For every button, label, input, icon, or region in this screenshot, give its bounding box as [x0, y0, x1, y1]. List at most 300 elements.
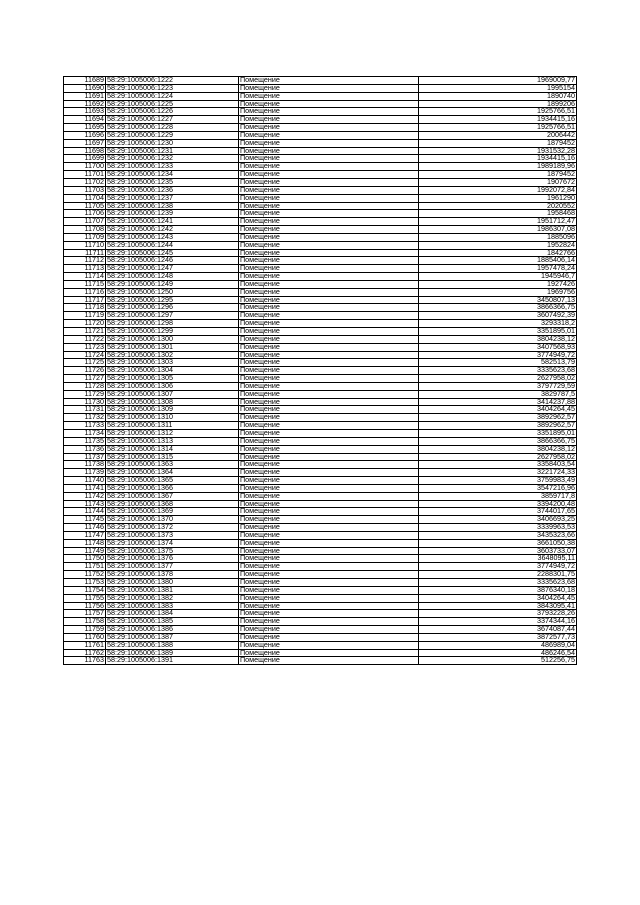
cadastral-value-cell: 3797729,59	[419, 382, 577, 390]
row-number-cell: 11701	[64, 171, 106, 179]
cadastral-number-cell: 58:29:1005006:1369	[106, 508, 239, 516]
cadastral-value-cell: 1992072,84	[419, 186, 577, 194]
cadastral-number-cell: 58:29:1005006:1315	[106, 453, 239, 461]
cadastral-value-cell: 3759983,49	[419, 477, 577, 485]
cadastral-value-cell: 3674087,44	[419, 626, 577, 634]
cadastral-number-cell: 58:29:1005006:1376	[106, 555, 239, 563]
cadastral-value-cell: 3774949,72	[419, 563, 577, 571]
row-number-cell: 11759	[64, 626, 106, 634]
table-row	[64, 610, 577, 618]
cadastral-number-cell: 58:29:1005006:1245	[106, 249, 239, 257]
table-row	[64, 131, 577, 139]
cadastral-value-cell: 1989189,96	[419, 163, 577, 171]
object-type-cell: Помещение	[239, 194, 419, 202]
cadastral-number-cell: 58:29:1005006:1249	[106, 280, 239, 288]
table-row	[64, 265, 577, 273]
row-number-cell: 11747	[64, 531, 106, 539]
cadastral-value-cell: 1995154	[419, 84, 577, 92]
row-number-cell: 11728	[64, 382, 106, 390]
cadastral-number-cell: 58:29:1005006:1302	[106, 351, 239, 359]
cadastral-number-cell: 58:29:1005006:1385	[106, 618, 239, 626]
cadastral-value-cell: 1885406,14	[419, 257, 577, 265]
object-type-cell: Помещение	[239, 343, 419, 351]
cadastral-value-cell: 1890740	[419, 92, 577, 100]
row-number-cell: 11746	[64, 524, 106, 532]
object-type-cell: Помещение	[239, 626, 419, 634]
cadastral-value-cell: 1969756	[419, 288, 577, 296]
object-type-cell: Помещение	[239, 257, 419, 265]
object-type-cell: Помещение	[239, 92, 419, 100]
cadastral-value-cell: 3335623,68	[419, 579, 577, 587]
object-type-cell: Помещение	[239, 375, 419, 383]
cadastral-number-cell: 58:29:1005006:1314	[106, 445, 239, 453]
cadastral-number-cell: 58:29:1005006:1381	[106, 586, 239, 594]
cadastral-value-cell: 1961290	[419, 194, 577, 202]
cadastral-number-cell: 58:29:1005006:1243	[106, 233, 239, 241]
table-row	[64, 633, 577, 641]
table-row	[64, 555, 577, 563]
object-type-cell: Помещение	[239, 547, 419, 555]
cadastral-number-cell: 58:29:1005006:1368	[106, 500, 239, 508]
cadastral-number-cell: 58:29:1005006:1250	[106, 288, 239, 296]
cadastral-number-cell: 58:29:1005006:1304	[106, 367, 239, 375]
object-type-cell: Помещение	[239, 178, 419, 186]
table-row	[64, 579, 577, 587]
object-type-cell: Помещение	[239, 429, 419, 437]
cadastral-number-cell: 58:29:1005006:1298	[106, 320, 239, 328]
row-number-cell: 11698	[64, 147, 106, 155]
table-row	[64, 328, 577, 336]
object-type-cell: Помещение	[239, 77, 419, 85]
row-number-cell: 11714	[64, 273, 106, 281]
cadastral-number-cell: 58:29:1005006:1375	[106, 547, 239, 555]
table-row	[64, 422, 577, 430]
table-row	[64, 429, 577, 437]
cadastral-value-cell: 1879452	[419, 171, 577, 179]
cadastral-number-cell: 58:29:1005006:1296	[106, 304, 239, 312]
cadastral-value-cell: 3648095,11	[419, 555, 577, 563]
row-number-cell: 11736	[64, 445, 106, 453]
object-type-cell: Помещение	[239, 265, 419, 273]
object-type-cell: Помещение	[239, 155, 419, 163]
table-row	[64, 469, 577, 477]
table-row	[64, 296, 577, 304]
row-number-cell: 11706	[64, 210, 106, 218]
cadastral-value-cell: 3351895,01	[419, 328, 577, 336]
table-row	[64, 257, 577, 265]
cadastral-value-cell: 2627958,02	[419, 375, 577, 383]
cadastral-number-cell: 58:29:1005006:1382	[106, 594, 239, 602]
object-type-cell: Помещение	[239, 563, 419, 571]
cadastral-number-cell: 58:29:1005006:1299	[106, 328, 239, 336]
cadastral-number-cell: 58:29:1005006:1228	[106, 124, 239, 132]
cadastral-number-cell: 58:29:1005006:1223	[106, 84, 239, 92]
object-type-cell: Помещение	[239, 116, 419, 124]
row-number-cell: 11729	[64, 390, 106, 398]
row-number-cell: 11757	[64, 610, 106, 618]
row-number-cell: 11720	[64, 320, 106, 328]
cadastral-number-cell: 58:29:1005006:1247	[106, 265, 239, 273]
cadastral-value-cell: 1927426	[419, 280, 577, 288]
row-number-cell: 11760	[64, 633, 106, 641]
object-type-cell: Помещение	[239, 367, 419, 375]
cadastral-value-cell: 1907672	[419, 178, 577, 186]
table-row	[64, 508, 577, 516]
row-number-cell: 11717	[64, 296, 106, 304]
object-type-cell: Помещение	[239, 328, 419, 336]
object-type-cell: Помещение	[239, 382, 419, 390]
object-type-cell: Помещение	[239, 461, 419, 469]
cadastral-value-cell: 3374344,16	[419, 618, 577, 626]
cadastral-number-cell: 58:29:1005006:1309	[106, 406, 239, 414]
row-number-cell: 11761	[64, 641, 106, 649]
cadastral-value-cell: 3859717,8	[419, 492, 577, 500]
object-type-cell: Помещение	[239, 147, 419, 155]
table-row	[64, 626, 577, 634]
cadastral-number-cell: 58:29:1005006:1297	[106, 312, 239, 320]
cadastral-number-cell: 58:29:1005006:1295	[106, 296, 239, 304]
cadastral-number-cell: 58:29:1005006:1313	[106, 437, 239, 445]
table-row	[64, 139, 577, 147]
cadastral-value-cell: 3351895,01	[419, 429, 577, 437]
table-row	[64, 531, 577, 539]
cadastral-number-cell: 58:29:1005006:1388	[106, 641, 239, 649]
row-number-cell: 11719	[64, 312, 106, 320]
table-row	[64, 516, 577, 524]
row-number-cell: 11763	[64, 657, 106, 665]
cadastral-number-cell: 58:29:1005006:1303	[106, 359, 239, 367]
table-row	[64, 163, 577, 171]
cadastral-number-cell: 58:29:1005006:1378	[106, 571, 239, 579]
cadastral-number-cell: 58:29:1005006:1231	[106, 147, 239, 155]
row-number-cell: 11695	[64, 124, 106, 132]
object-type-cell: Помещение	[239, 273, 419, 281]
table-row	[64, 649, 577, 657]
table-row	[64, 194, 577, 202]
object-type-cell: Помещение	[239, 610, 419, 618]
object-type-cell: Помещение	[239, 594, 419, 602]
row-number-cell: 11741	[64, 484, 106, 492]
object-type-cell: Помещение	[239, 531, 419, 539]
row-number-cell: 11716	[64, 288, 106, 296]
object-type-cell: Помещение	[239, 398, 419, 406]
object-type-cell: Помещение	[239, 555, 419, 563]
cadastral-number-cell: 58:29:1005006:1237	[106, 194, 239, 202]
object-type-cell: Помещение	[239, 202, 419, 210]
object-type-cell: Помещение	[239, 131, 419, 139]
table-row	[64, 343, 577, 351]
object-type-cell: Помещение	[239, 335, 419, 343]
table-row	[64, 382, 577, 390]
row-number-cell: 11724	[64, 351, 106, 359]
object-type-cell: Помещение	[239, 351, 419, 359]
table-row	[64, 226, 577, 234]
cadastral-value-cell: 3358403,54	[419, 461, 577, 469]
table-row	[64, 414, 577, 422]
row-number-cell: 11708	[64, 226, 106, 234]
table-row	[64, 657, 577, 665]
cadastral-number-cell: 58:29:1005006:1366	[106, 484, 239, 492]
row-number-cell: 11745	[64, 516, 106, 524]
cadastral-value-cell: 3293318,2	[419, 320, 577, 328]
cadastral-number-cell: 58:29:1005006:1386	[106, 626, 239, 634]
cadastral-value-cell: 3404264,45	[419, 594, 577, 602]
row-number-cell: 11743	[64, 500, 106, 508]
cadastral-number-cell: 58:29:1005006:1389	[106, 649, 239, 657]
cadastral-value-cell: 3744017,65	[419, 508, 577, 516]
table-row	[64, 453, 577, 461]
cadastral-value-cell: 512256,75	[419, 657, 577, 665]
cadastral-number-cell: 58:29:1005006:1241	[106, 218, 239, 226]
object-type-cell: Помещение	[239, 445, 419, 453]
object-type-cell: Помещение	[239, 633, 419, 641]
cadastral-value-cell: 486246,54	[419, 649, 577, 657]
cadastral-value-cell: 1969009,77	[419, 77, 577, 85]
cadastral-value-cell: 1957478,24	[419, 265, 577, 273]
row-number-cell: 11712	[64, 257, 106, 265]
row-number-cell: 11705	[64, 202, 106, 210]
cadastral-number-cell: 58:29:1005006:1242	[106, 226, 239, 234]
cadastral-value-cell: 2020552	[419, 202, 577, 210]
row-number-cell: 11754	[64, 586, 106, 594]
table-row	[64, 390, 577, 398]
row-number-cell: 11752	[64, 571, 106, 579]
row-number-cell: 11755	[64, 594, 106, 602]
row-number-cell: 11730	[64, 398, 106, 406]
object-type-cell: Помещение	[239, 304, 419, 312]
table-row	[64, 186, 577, 194]
row-number-cell: 11713	[64, 265, 106, 273]
cadastral-number-cell: 58:29:1005006:1372	[106, 524, 239, 532]
row-number-cell: 11742	[64, 492, 106, 500]
table-row	[64, 484, 577, 492]
table-row	[64, 500, 577, 508]
row-number-cell: 11697	[64, 139, 106, 147]
cadastral-number-cell: 58:29:1005006:1227	[106, 116, 239, 124]
cadastral-number-cell: 58:29:1005006:1236	[106, 186, 239, 194]
cadastral-number-cell: 58:29:1005006:1367	[106, 492, 239, 500]
row-number-cell: 11689	[64, 77, 106, 85]
table-row	[64, 563, 577, 571]
row-number-cell: 11696	[64, 131, 106, 139]
cadastral-value-cell: 2006442	[419, 131, 577, 139]
row-number-cell: 11704	[64, 194, 106, 202]
table-row	[64, 178, 577, 186]
cadastral-number-cell: 58:29:1005006:1311	[106, 422, 239, 430]
cadastral-value-cell: 3547216,96	[419, 484, 577, 492]
row-number-cell: 11722	[64, 335, 106, 343]
registry-table	[63, 76, 577, 665]
cadastral-value-cell: 3876340,18	[419, 586, 577, 594]
row-number-cell: 11734	[64, 429, 106, 437]
cadastral-number-cell: 58:29:1005006:1364	[106, 469, 239, 477]
cadastral-number-cell: 58:29:1005006:1370	[106, 516, 239, 524]
cadastral-number-cell: 58:29:1005006:1310	[106, 414, 239, 422]
cadastral-value-cell: 3774949,72	[419, 351, 577, 359]
cadastral-number-cell: 58:29:1005006:1238	[106, 202, 239, 210]
object-type-cell: Помещение	[239, 422, 419, 430]
table-row	[64, 367, 577, 375]
cadastral-value-cell: 1952824	[419, 241, 577, 249]
table-row	[64, 202, 577, 210]
object-type-cell: Помещение	[239, 453, 419, 461]
object-type-cell: Помещение	[239, 516, 419, 524]
row-number-cell: 11735	[64, 437, 106, 445]
cadastral-number-cell: 58:29:1005006:1307	[106, 390, 239, 398]
row-number-cell: 11740	[64, 477, 106, 485]
cadastral-number-cell: 58:29:1005006:1246	[106, 257, 239, 265]
table-row	[64, 461, 577, 469]
cadastral-number-cell: 58:29:1005006:1232	[106, 155, 239, 163]
table-row	[64, 124, 577, 132]
table-row	[64, 571, 577, 579]
table-row	[64, 249, 577, 257]
object-type-cell: Помещение	[239, 288, 419, 296]
cadastral-value-cell: 1842766	[419, 249, 577, 257]
cadastral-value-cell: 3406693,25	[419, 516, 577, 524]
table-row	[64, 288, 577, 296]
row-number-cell: 11694	[64, 116, 106, 124]
cadastral-value-cell: 3804238,12	[419, 335, 577, 343]
object-type-cell: Помещение	[239, 139, 419, 147]
cadastral-number-cell: 58:29:1005006:1224	[106, 92, 239, 100]
cadastral-value-cell: 1945946,7	[419, 273, 577, 281]
object-type-cell: Помещение	[239, 508, 419, 516]
table-row	[64, 594, 577, 602]
row-number-cell: 11731	[64, 406, 106, 414]
row-number-cell: 11711	[64, 249, 106, 257]
row-number-cell: 11690	[64, 84, 106, 92]
cadastral-value-cell: 1951712,47	[419, 218, 577, 226]
table-row	[64, 218, 577, 226]
table-row	[64, 116, 577, 124]
cadastral-value-cell: 3866366,75	[419, 304, 577, 312]
cadastral-number-cell: 58:29:1005006:1387	[106, 633, 239, 641]
cadastral-value-cell: 3339963,53	[419, 524, 577, 532]
cadastral-value-cell: 3404264,45	[419, 406, 577, 414]
cadastral-number-cell: 58:29:1005006:1305	[106, 375, 239, 383]
table-row	[64, 241, 577, 249]
cadastral-number-cell: 58:29:1005006:1225	[106, 100, 239, 108]
cadastral-number-cell: 58:29:1005006:1222	[106, 77, 239, 85]
cadastral-value-cell: 3407568,93	[419, 343, 577, 351]
row-number-cell: 11692	[64, 100, 106, 108]
object-type-cell: Помещение	[239, 641, 419, 649]
table-row	[64, 547, 577, 555]
cadastral-number-cell: 58:29:1005006:1301	[106, 343, 239, 351]
cadastral-number-cell: 58:29:1005006:1230	[106, 139, 239, 147]
table-row	[64, 335, 577, 343]
cadastral-value-cell: 3843095,41	[419, 602, 577, 610]
table-row	[64, 359, 577, 367]
cadastral-value-cell: 3892962,57	[419, 414, 577, 422]
cadastral-number-cell: 58:29:1005006:1229	[106, 131, 239, 139]
cadastral-number-cell: 58:29:1005006:1373	[106, 531, 239, 539]
object-type-cell: Помещение	[239, 124, 419, 132]
row-number-cell: 11707	[64, 218, 106, 226]
cadastral-value-cell: 1986307,08	[419, 226, 577, 234]
cadastral-number-cell: 58:29:1005006:1383	[106, 602, 239, 610]
cadastral-value-cell: 1934415,16	[419, 116, 577, 124]
row-number-cell: 11723	[64, 343, 106, 351]
cadastral-value-cell: 3804238,12	[419, 445, 577, 453]
table-row	[64, 406, 577, 414]
row-number-cell: 11725	[64, 359, 106, 367]
object-type-cell: Помещение	[239, 296, 419, 304]
object-type-cell: Помещение	[239, 602, 419, 610]
cadastral-number-cell: 58:29:1005006:1234	[106, 171, 239, 179]
object-type-cell: Помещение	[239, 171, 419, 179]
row-number-cell: 11700	[64, 163, 106, 171]
object-type-cell: Помещение	[239, 484, 419, 492]
cadastral-number-cell: 58:29:1005006:1312	[106, 429, 239, 437]
cadastral-number-cell: 58:29:1005006:1308	[106, 398, 239, 406]
row-number-cell: 11718	[64, 304, 106, 312]
cadastral-value-cell: 1931532,28	[419, 147, 577, 155]
object-type-cell: Помещение	[239, 359, 419, 367]
row-number-cell: 11727	[64, 375, 106, 383]
table-row	[64, 77, 577, 85]
row-number-cell: 11758	[64, 618, 106, 626]
cadastral-value-cell: 2627958,02	[419, 453, 577, 461]
cadastral-number-cell: 58:29:1005006:1374	[106, 539, 239, 547]
object-type-cell: Помещение	[239, 249, 419, 257]
cadastral-number-cell: 58:29:1005006:1226	[106, 108, 239, 116]
table-row	[64, 147, 577, 155]
row-number-cell: 11699	[64, 155, 106, 163]
table-row	[64, 280, 577, 288]
object-type-cell: Помещение	[239, 539, 419, 547]
object-type-cell: Помещение	[239, 280, 419, 288]
row-number-cell: 11709	[64, 233, 106, 241]
cadastral-number-cell: 58:29:1005006:1384	[106, 610, 239, 618]
object-type-cell: Помещение	[239, 218, 419, 226]
object-type-cell: Помещение	[239, 414, 419, 422]
cadastral-number-cell: 58:29:1005006:1391	[106, 657, 239, 665]
object-type-cell: Помещение	[239, 320, 419, 328]
table-row	[64, 273, 577, 281]
row-number-cell: 11748	[64, 539, 106, 547]
row-number-cell: 11751	[64, 563, 106, 571]
object-type-cell: Помещение	[239, 210, 419, 218]
cadastral-number-cell: 58:29:1005006:1380	[106, 579, 239, 587]
object-type-cell: Помещение	[239, 586, 419, 594]
object-type-cell: Помещение	[239, 437, 419, 445]
row-number-cell: 11750	[64, 555, 106, 563]
object-type-cell: Помещение	[239, 406, 419, 414]
table-row	[64, 524, 577, 532]
cadastral-number-cell: 58:29:1005006:1233	[106, 163, 239, 171]
row-number-cell: 11732	[64, 414, 106, 422]
cadastral-number-cell: 58:29:1005006:1363	[106, 461, 239, 469]
cadastral-value-cell: 3892962,57	[419, 422, 577, 430]
object-type-cell: Помещение	[239, 524, 419, 532]
registry-table-body	[64, 77, 577, 665]
row-number-cell: 11738	[64, 461, 106, 469]
cadastral-value-cell: 2288301,75	[419, 571, 577, 579]
table-row	[64, 375, 577, 383]
object-type-cell: Помещение	[239, 163, 419, 171]
cadastral-number-cell: 58:29:1005006:1306	[106, 382, 239, 390]
row-number-cell: 11737	[64, 453, 106, 461]
cadastral-value-cell: 1899206	[419, 100, 577, 108]
table-row	[64, 304, 577, 312]
cadastral-number-cell: 58:29:1005006:1365	[106, 477, 239, 485]
cadastral-value-cell: 1934415,16	[419, 155, 577, 163]
table-row	[64, 586, 577, 594]
cadastral-number-cell: 58:29:1005006:1377	[106, 563, 239, 571]
table-row	[64, 171, 577, 179]
